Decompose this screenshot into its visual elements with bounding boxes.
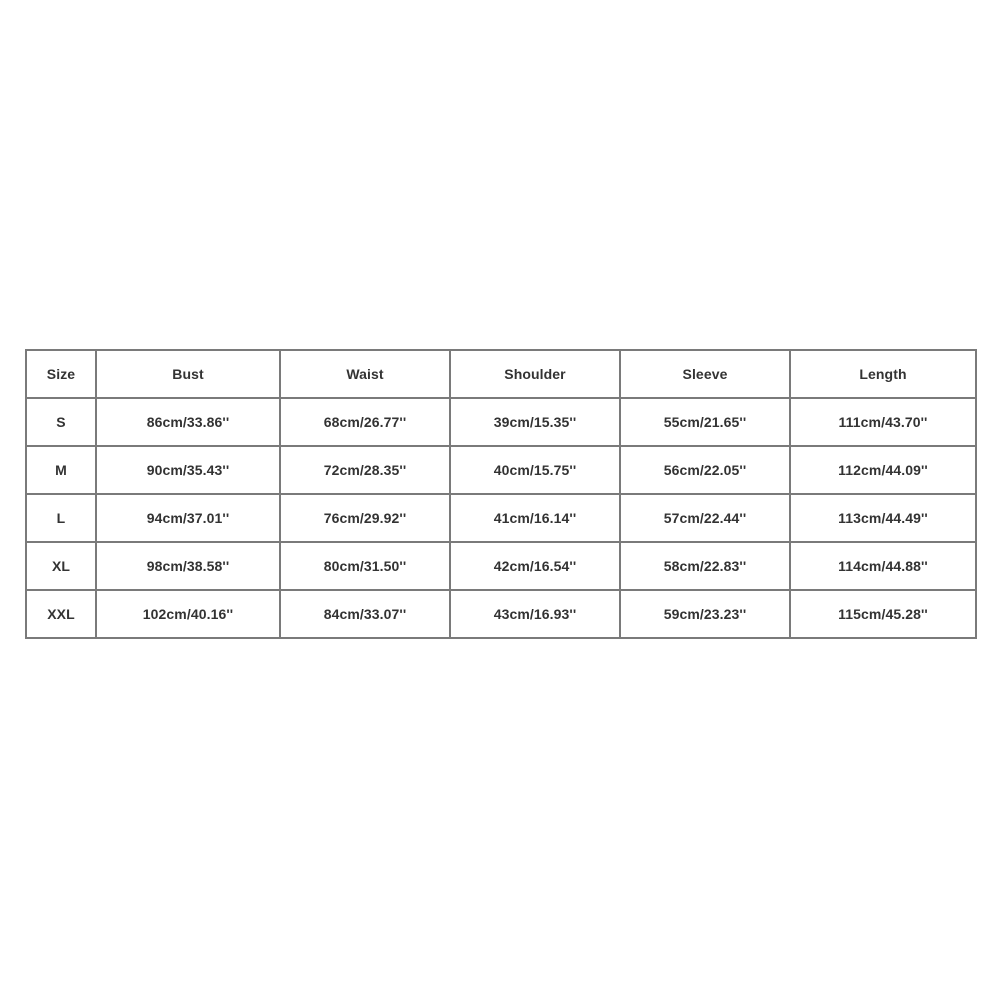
table-row: [26, 398, 976, 446]
cell-size: XXL: [26, 590, 96, 638]
table-row: [26, 590, 976, 638]
cell-length: 113cm/44.49'': [790, 494, 976, 542]
cell-length: 111cm/43.70'': [790, 398, 976, 446]
cell-bust: 90cm/35.43'': [96, 446, 280, 494]
cell-shoulder: 39cm/15.35'': [450, 398, 620, 446]
table-row: [26, 494, 976, 542]
cell-bust: 102cm/40.16'': [96, 590, 280, 638]
cell-size: S: [26, 398, 96, 446]
header-size: Size: [26, 350, 96, 398]
header-waist: Waist: [280, 350, 450, 398]
cell-bust: 98cm/38.58'': [96, 542, 280, 590]
cell-shoulder: 41cm/16.14'': [450, 494, 620, 542]
table-body: [26, 398, 976, 638]
cell-sleeve: 56cm/22.05'': [620, 446, 790, 494]
cell-size: XL: [26, 542, 96, 590]
cell-waist: 76cm/29.92'': [280, 494, 450, 542]
cell-bust: 86cm/33.86'': [96, 398, 280, 446]
cell-sleeve: 59cm/23.23'': [620, 590, 790, 638]
cell-sleeve: 58cm/22.83'': [620, 542, 790, 590]
cell-waist: 68cm/26.77'': [280, 398, 450, 446]
table-row: [26, 542, 976, 590]
cell-length: 115cm/45.28'': [790, 590, 976, 638]
cell-length: 112cm/44.09'': [790, 446, 976, 494]
header-shoulder: Shoulder: [450, 350, 620, 398]
size-chart-table: [25, 349, 977, 639]
header-bust: Bust: [96, 350, 280, 398]
header-sleeve: Sleeve: [620, 350, 790, 398]
header-row: [26, 350, 976, 398]
cell-sleeve: 57cm/22.44'': [620, 494, 790, 542]
cell-length: 114cm/44.88'': [790, 542, 976, 590]
cell-size: L: [26, 494, 96, 542]
cell-size: M: [26, 446, 96, 494]
cell-shoulder: 42cm/16.54'': [450, 542, 620, 590]
table-row: [26, 446, 976, 494]
cell-bust: 94cm/37.01'': [96, 494, 280, 542]
header-length: Length: [790, 350, 976, 398]
table-header: [26, 350, 976, 398]
cell-waist: 72cm/28.35'': [280, 446, 450, 494]
cell-waist: 84cm/33.07'': [280, 590, 450, 638]
cell-shoulder: 43cm/16.93'': [450, 590, 620, 638]
cell-waist: 80cm/31.50'': [280, 542, 450, 590]
cell-sleeve: 55cm/21.65'': [620, 398, 790, 446]
cell-shoulder: 40cm/15.75'': [450, 446, 620, 494]
